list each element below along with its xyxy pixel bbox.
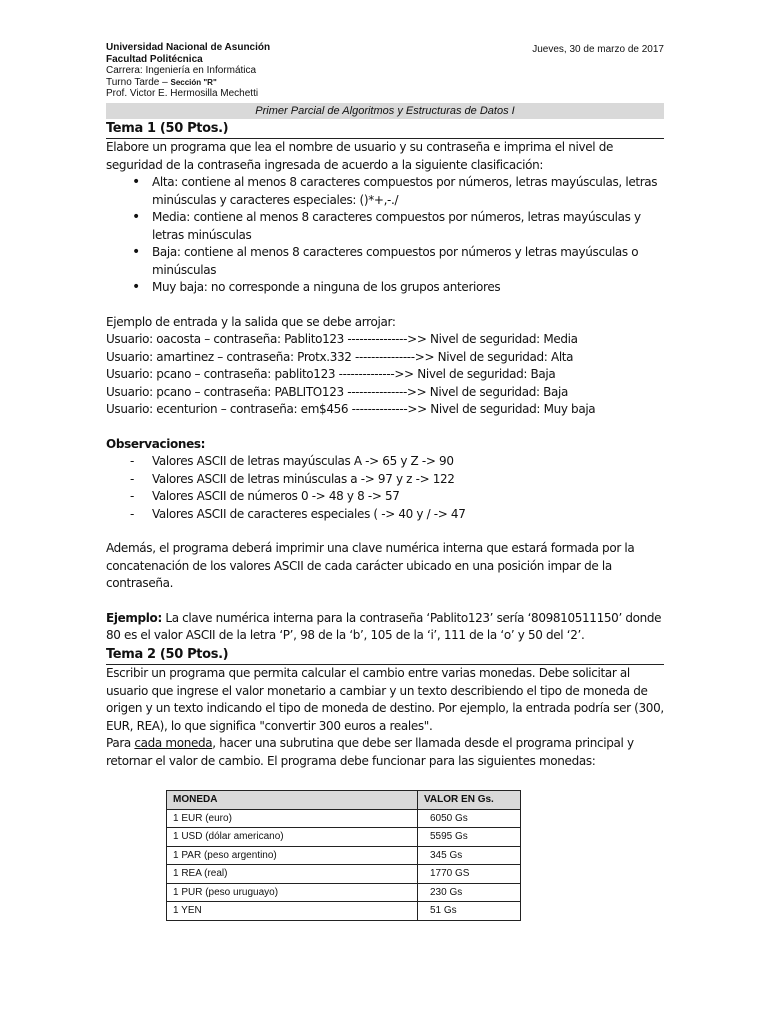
example-label: Ejemplo:	[106, 610, 162, 625]
currency-cell: 1 PUR (peso uruguayo)	[167, 883, 418, 902]
example-heading: Ejemplo de entrada y la salida que se debe arrojar:	[106, 314, 396, 329]
university-name: Universidad Nacional de Asunción	[106, 42, 271, 53]
exam-title: Primer Parcial de Algoritmos y Estructuras de Datos I	[106, 103, 664, 119]
currency-cell: 1 USD (dólar americano)	[167, 828, 418, 847]
professor-line: Prof. Victor E. Hermosilla Mechetti	[106, 88, 259, 99]
example-paragraph	[106, 610, 664, 645]
document-header	[106, 42, 664, 100]
currency-table	[166, 790, 521, 921]
example-line: Usuario: pcano – contraseña: pablito123 -------------->> Nivel de seguridad: Baja	[106, 367, 556, 381]
security-levels-list	[106, 174, 664, 297]
exam-body	[106, 120, 664, 921]
tema1-title: Tema 1 (50 Ptos.)	[106, 120, 664, 140]
career-line: Carrera: Ingeniería en Informática	[106, 65, 257, 76]
value-cell: 230 Gs	[418, 883, 521, 902]
additional-requirement: Además, el programa deberá imprimir una clave numérica interna que estará formada por la concatenación de los valores ASCII de cada carácter ubicado en una posición impar de la contraseña.	[106, 541, 635, 590]
list-item: - Valores ASCII de caracteres especiales ( -> 40 y / -> 47	[152, 506, 664, 524]
example-text: La clave numérica interna para la contraseña ‘Pablito123’ sería ‘809810511150’ donde 80 es el valor ASCII de la letra ‘P’, 98 de la ‘b’, 105 de la ‘i’, 111 de la ‘o’ y 50 del ‘2’.	[106, 610, 662, 642]
table-header-row	[167, 791, 521, 810]
observations-heading: Observaciones:	[106, 436, 206, 451]
exam-page	[106, 42, 664, 921]
column-header: VALOR EN Gs.	[418, 791, 521, 810]
shift-line	[106, 77, 664, 89]
tema2-para	[106, 735, 664, 770]
table-row	[167, 883, 521, 902]
observations-list	[106, 453, 664, 523]
value-cell: 1770 GS	[418, 865, 521, 884]
spacer	[106, 593, 664, 610]
value-cell: 6050 Gs	[418, 809, 521, 828]
table-row	[167, 828, 521, 847]
para-rest: , hacer una subrutina que debe ser llamada desde el programa principal y retornar el valor de cambio. El programa debe funcionar para las siguientes monedas:	[106, 736, 634, 768]
table-row	[167, 865, 521, 884]
example-line: Usuario: amartinez – contraseña: Protx.332 --------------->> Nivel de seguridad: Alta	[106, 349, 574, 364]
exam-date: Jueves, 30 de marzo de 2017	[532, 44, 664, 55]
table-row	[167, 809, 521, 828]
value-cell: 345 Gs	[418, 846, 521, 865]
section-label: Sección "R"	[170, 77, 217, 87]
list-item: • Baja: contiene al menos 8 caracteres compuestos por números y letras mayúsculas o minúsculas	[152, 244, 664, 279]
table-row	[167, 846, 521, 865]
example-line: Usuario: pcano – contraseña: PABLITO123 --------------->> Nivel de seguridad: Baja	[106, 384, 568, 399]
example-line: Usuario: ecenturion – contraseña: em$456 -------------->> Nivel de seguridad: Muy baja	[106, 402, 596, 416]
para-prefix: Para	[106, 736, 135, 750]
list-item: - Valores ASCII de letras minúsculas a -> 97 y z -> 122	[152, 471, 664, 489]
tema2-intro: Escribir un programa que permita calcular el cambio entre varias monedas. Debe solicitar al usuario que ingrese el valor monetario a cambiar y un texto describiendo el tipo de moneda de origen y un texto indicando el tipo de moneda de destino. Por ejemplo, la entrada podría ser (300, EUR, REA), lo que significa "convertir 300 euros a reales".	[106, 666, 664, 733]
tema2-title: Tema 2 (50 Ptos.)	[106, 646, 664, 666]
currency-cell: 1 EUR (euro)	[167, 809, 418, 828]
currency-cell: 1 PAR (peso argentino)	[167, 846, 418, 865]
para-underlined: cada moneda	[134, 736, 213, 750]
currency-cell: 1 YEN	[167, 902, 418, 921]
list-item: • Alta: contiene al menos 8 caracteres compuestos por números, letras mayúsculas, letras minúsculas y caracteres especiales: ()*+,-./	[152, 174, 664, 209]
spacer	[106, 523, 664, 540]
tema1-intro: Elabore un programa que lea el nombre de usuario y su contraseña e imprima el nivel de seguridad de la contraseña ingresada de acuerdo a la siguiente clasificación:	[106, 140, 614, 172]
list-item: • Media: contiene al menos 8 caracteres compuestos por números, letras mayúsculas y letras minúsculas	[152, 209, 664, 244]
example-line: Usuario: oacosta – contraseña: Pablito123 --------------->> Nivel de seguridad: Media	[106, 332, 578, 346]
value-cell: 5595 Gs	[418, 828, 521, 847]
table-row	[167, 902, 521, 921]
value-cell: 51 Gs	[418, 902, 521, 921]
list-item: - Valores ASCII de letras mayúsculas A -> 65 y Z -> 90	[152, 453, 664, 471]
shift-label: Turno Tarde –	[106, 76, 171, 88]
spacer	[106, 297, 664, 314]
list-item: • Muy baja: no corresponde a ninguna de los grupos anteriores	[152, 279, 664, 297]
list-item: - Valores ASCII de números 0 -> 48 y 8 -> 57	[152, 488, 664, 506]
currency-cell: 1 REA (real)	[167, 865, 418, 884]
spacer	[106, 419, 664, 436]
faculty-name: Facultad Politécnica	[106, 53, 203, 65]
column-header: MONEDA	[167, 791, 418, 810]
